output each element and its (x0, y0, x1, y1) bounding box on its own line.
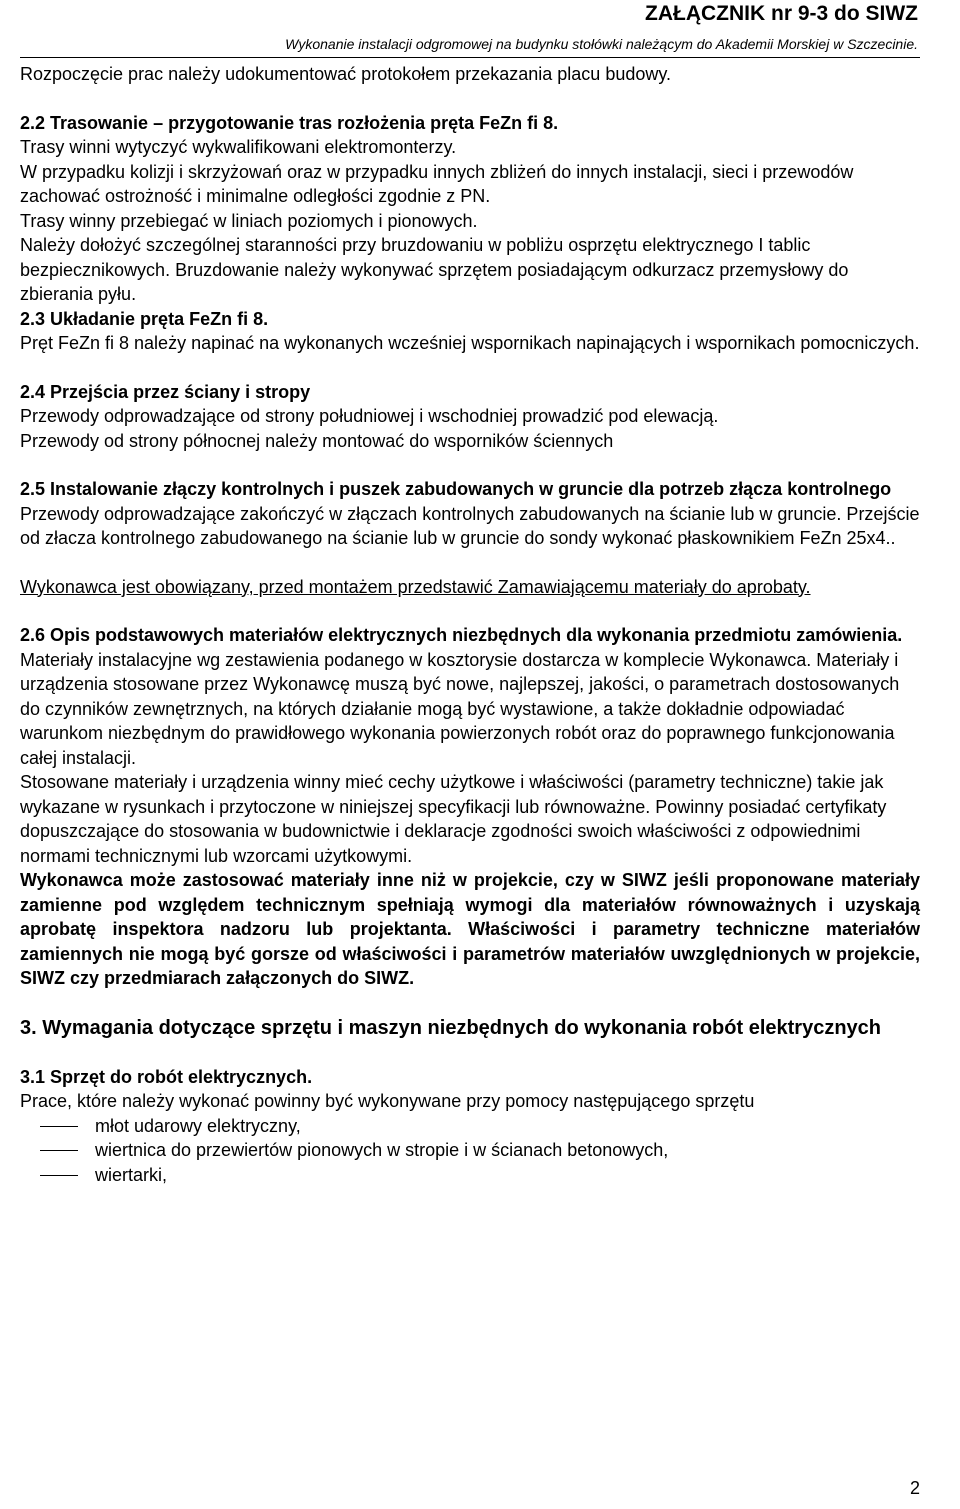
section-2-5-paragraph: Przewody odprowadzające zakończyć w złączach kontrolnych zabudowanych na ścianie lub w gruncie. Przejście od złacza kontrolnego zabudowanego na ścianie lub w gruncie do sondy wykonać płaskownikiem FeZn 25x4.. (20, 503, 920, 548)
section-2-2-paragraph: Trasy winni wytyczyć wykwalifikowani elektromonterzy. (20, 137, 457, 157)
section-2-6-heading: 2.6 Opis podstawowych materiałów elektrycznych niezbędnych dla wykonania przedmiotu zamówienia. (20, 625, 903, 645)
document-header-title: ZAŁĄCZNIK nr 9-3 do SIWZ (645, 2, 918, 25)
section-2-6-bold-paragraph: Wykonawca może zastosować materiały inne niż w projekcie, czy w SIWZ jeśli proponowane materiały zamienne pod względem technicznym spełniają wymogi dla materiałów równoważnych i uzyskają aprobatę inspektora nadzoru lub projektanta. Właściwości i parametry techniczne materiałów zamiennych nie mogą być gorsze od właściwości i parametrów materiałów uwzględnionych w projekcie, SIWZ czy przedmiarach załączonych do SIWZ. (20, 870, 920, 988)
section-2-6-paragraph: Materiały instalacyjne wg zestawienia podanego w kosztorysie dostarcza w komplecie Wykonawca. Materiały i urządzenia stosowane przez Wykonawcę muszą być nowe, najlepszej, jakości, o parametrach dostosowanych do czynników zewnętrznych, na których działanie mogą być wystawione, a także dokładnie odpowiadać warunkom niezbędnym do prawidłowego wykonania powierzonych robót oraz do poprawnego funkcjonowania całej instalacji. (20, 649, 900, 768)
section-2-2-paragraph: Trasy winny przebiegać w liniach poziomych i pionowych. (20, 210, 478, 231)
section-3-heading: 3. Wymagania dotyczące sprzętu i maszyn niezbędnych do wykonania robót elektrycznych (20, 1016, 881, 1039)
contractor-approval-note: Wykonawca jest obowiązany, przed montażem przedstawić Zamawiającemu materiały do aprobaty. (20, 576, 811, 597)
section-2-2-paragraph: Należy dołożyć szczególnej staranności przy bruzdowaniu w pobliżu osprzętu elektrycznego I tablic bezpiecznikowych. Bruzdowanie należy wykonywać sprzętem posiadającym odkurzacz przemysłowy do zbierania pyłu. (20, 235, 849, 304)
list-item-text: młot udarowy elektryczny, (95, 1115, 301, 1136)
equipment-list (20, 1114, 920, 1188)
section-2-4-heading: 2.4 Przejścia przez ściany i stropy (20, 381, 311, 402)
section-2-5-heading: 2.5 Instalowanie złączy kontrolnych i puszek zabudowanych w gruncie dla potrzeb złącza kontrolnego (20, 479, 892, 499)
list-item-text: wiertarki, (95, 1164, 168, 1185)
dash-bullet (40, 1175, 78, 1176)
section-3-1-paragraph: Prace, które należy wykonać powinny być wykonywane przy pomocy następującego sprzętu (20, 1091, 755, 1111)
section-2-4-paragraph: Przewody odprowadzające od strony południowej i wschodniej prowadzić pod elewacją. (20, 406, 719, 426)
section-2-2-paragraph: W przypadku kolizji i skrzyżowań oraz w przypadku innych zbliżeń do innych instalacji, sieci i przewodów zachować ostrożność i minimalne odległości zgodnie z PN. (20, 161, 854, 206)
section-2-3-paragraph: Pręt FeZn fi 8 należy napinać na wykonanych wcześniej wspornikach napinających i wspornikach pomocniczych. (20, 333, 920, 353)
dash-bullet (40, 1126, 78, 1127)
list-item-text: wiertnica do przewiertów pionowych w stropie i w ścianach betonowych, (95, 1140, 669, 1160)
section-2-3-heading: 2.3 Układanie pręta FeZn fi 8. (20, 308, 269, 329)
page-number: 2 (909, 1478, 920, 1498)
document-header-subtitle: Wykonanie instalacji odgromowej na budynku stołówki należącym do Akademii Morskiej w Szczecinie. (285, 36, 918, 52)
intro-paragraph: Rozpoczęcie prac należy udokumentować protokołem przekazania placu budowy. (20, 64, 672, 84)
dash-bullet (40, 1150, 78, 1151)
list-item (40, 1163, 920, 1188)
section-3-1-heading: 3.1 Sprzęt do robót elektrycznych. (20, 1066, 313, 1087)
section-2-6-paragraph: Stosowane materiały i urządzenia winny mieć cechy użytkowe i właściwości (parametry techniczne) takie jak wykazane w rysunkach i przytoczone w niniejszej specyfikacji lub równoważne. Powinny posiadać certyfikaty dopuszczające do stosowania w budownictwie i deklaracje zgodności swoich właściwości z odpowiednimi normami technicznymi lub wzorcami użytkowymi. (20, 772, 887, 866)
section-2-2-heading: 2.2 Trasowanie – przygotowanie tras rozłożenia pręta FeZn fi 8. (20, 112, 559, 133)
section-2-4-paragraph: Przewody od strony północnej należy montować do wsporników ściennych (20, 430, 614, 451)
header-divider (20, 57, 920, 58)
list-item (40, 1114, 920, 1139)
document-body (20, 62, 920, 1187)
list-item (40, 1138, 920, 1163)
